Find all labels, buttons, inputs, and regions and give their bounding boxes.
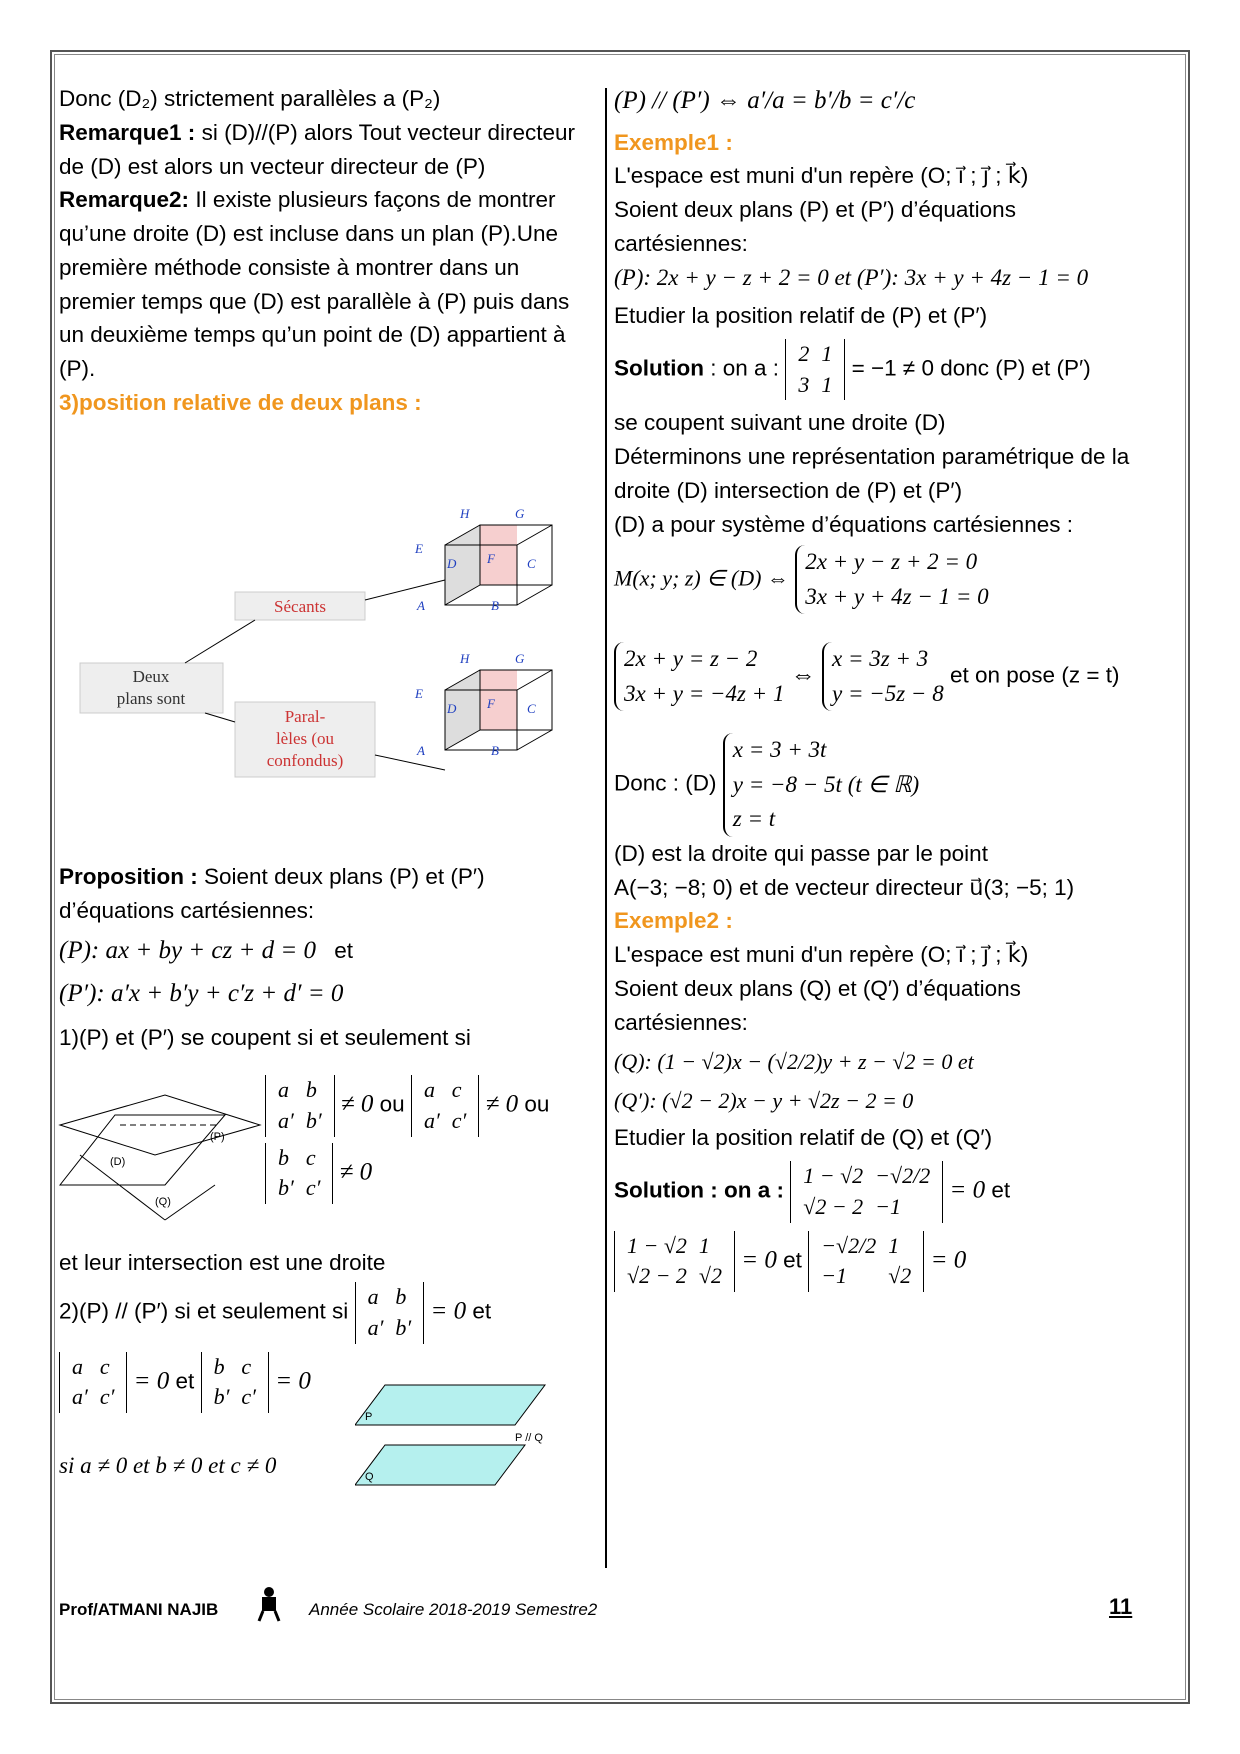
- svg-text:E: E: [415, 541, 423, 556]
- edge-1: [185, 620, 255, 663]
- sol1-b: = −1 ≠ 0 donc (P) et (P′): [851, 355, 1091, 381]
- sol1-det: 2 1 3 1: [785, 339, 845, 401]
- svg-text:H: H: [460, 651, 470, 666]
- case2-et-2: et: [175, 1368, 195, 1394]
- det-eq-3: = 0: [275, 1367, 311, 1395]
- eq-p2: (P′): a′x + b′y + c′z + d′ = 0: [59, 980, 344, 1007]
- ex1-equations: (P): 2x + y − z + 2 = 0 et (P′): 3x + y + 4z − 1 = 0: [614, 264, 1089, 290]
- sol1-c: se coupent suivant une droite (D): [614, 410, 946, 436]
- plane-label-p: (P): [210, 1131, 225, 1143]
- point-line-2: A(−3; −8; 0) et de vecteur directeur u⃗(3; −5; 1): [614, 874, 1075, 900]
- cube-2: [414, 651, 552, 758]
- eq-p-et: et: [334, 937, 354, 963]
- point-line-1: (D) est la droite qui passe par le point: [614, 840, 988, 866]
- svg-text:C: C: [527, 701, 536, 716]
- det-eq-2: = 0: [133, 1367, 170, 1395]
- diagram-branch2-l2: lèles (ou: [275, 729, 335, 748]
- sol2-et-1: et: [991, 1177, 1011, 1203]
- sys1-line: [614, 545, 1154, 614]
- diagram-branch1: Sécants: [274, 597, 326, 616]
- page-number: 11: [1109, 1594, 1133, 1619]
- remark-2: [59, 183, 579, 386]
- sol1-d: Déterminons une représentation paramétrique de la droite (D) intersection de (P) et (P′): [614, 444, 1130, 503]
- sys-iff: ⇔: [790, 661, 816, 689]
- parallel-planes-figure: [355, 1375, 555, 1495]
- sys1-lhs: M(x; y; z) ∈ (D) ⇔: [614, 565, 789, 591]
- sol2-eq0-1: = 0: [949, 1176, 986, 1204]
- section-title: 3)position relative de deux plans :: [59, 389, 422, 415]
- case1-dets: [265, 1075, 549, 1204]
- edge-2: [365, 580, 445, 600]
- ex2-line-1: L'espace est muni d'un repère (O; i⃗ ; j⃗ ; k⃗): [614, 942, 1029, 968]
- remark-1: [59, 116, 579, 184]
- det-ab: a b a′ b′: [265, 1075, 335, 1137]
- case1-end: et leur intersection est une droite: [59, 1250, 386, 1275]
- svg-text:G: G: [515, 506, 525, 521]
- label-p: P: [365, 1411, 373, 1423]
- det-bc-line: [265, 1143, 549, 1205]
- svg-text:A: A: [417, 743, 425, 758]
- det-neq-2: ≠ 0: [485, 1090, 519, 1118]
- sys3: x = 3z + 3 y = −5z − 8: [822, 642, 944, 711]
- example-2-title: Exemple2 :: [614, 908, 733, 934]
- det-neq-3: ≠ 0: [339, 1158, 373, 1186]
- plane-label-d: (D): [110, 1156, 126, 1168]
- sys4-line: [614, 733, 1154, 837]
- footer-author: Prof/ATMANI NAJIB: [59, 1600, 219, 1619]
- svg-text:B: B: [491, 598, 499, 613]
- ou-2: ou: [524, 1091, 550, 1117]
- svg-text:F: F: [487, 551, 495, 566]
- sol2-et-2: et: [783, 1247, 802, 1273]
- ex1-line-1: L'espace est muni d'un repère (O; i⃗ ; j⃗ ; k⃗): [614, 163, 1029, 189]
- intersecting-planes-figure: [55, 1080, 265, 1230]
- case-2: 2)(P) // (P′) si et seulement si: [59, 1298, 349, 1324]
- case2-line: [59, 1282, 589, 1344]
- sol2-det1: 1 − √2 −√2/2 √2 − 2 −1: [790, 1161, 943, 1223]
- ex1-question: Etudier la position relatif de (P) et (P′): [614, 303, 988, 328]
- svg-text:A: A: [417, 598, 425, 613]
- diagram-root-label-2: plans sont: [116, 689, 186, 708]
- diagram-branch2-l3: confondus): [266, 751, 344, 770]
- diagram-root-label-1: Deux: [132, 667, 170, 686]
- diagram-branch2-l1: Paral-: [284, 707, 326, 726]
- sol2-line-2: [614, 1231, 1154, 1293]
- det-ab-2: a b a′ b′: [355, 1282, 425, 1344]
- left-column: [59, 82, 579, 420]
- det-bc: b c b′ c′: [265, 1143, 333, 1205]
- sol1-label: Solution: [614, 355, 704, 381]
- svg-text:C: C: [527, 556, 536, 571]
- para-condition: (P) // (P′) ⇔ a′/a = b′/b = c′/c: [614, 87, 916, 114]
- sol1-line: [614, 339, 1154, 401]
- sys2: 2x + y = z − 2 3x + y = −4z + 1: [614, 642, 784, 711]
- condition: si a ≠ 0 et b ≠ 0 et c ≠ 0: [59, 1453, 277, 1479]
- sys2-line: [614, 642, 1154, 711]
- ex2-eq-2: (Q′): (√2 − 2)x − y + √2z − 2 = 0: [614, 1088, 914, 1114]
- proposition-block: [59, 860, 589, 1054]
- proposition-text: Soient deux plans (P) et (P′) d’équations cartésiennes:: [59, 864, 485, 923]
- remark-2-text: Il existe plusieurs façons de montrer qu’une droite (D) est incluse dans un plan (P).Une première méthode consiste à montrer dans un premier temps que (D) est parallèle à (P) puis dans un deuxième temps qu’un point de (D) appartient à (P).: [59, 187, 570, 381]
- ex2-line-2: Soient deux plans (Q) et (Q′) d’équations cartésiennes:: [614, 975, 1021, 1035]
- remark-2-label: Remarque2:: [59, 187, 190, 213]
- plane-label-q: (Q): [155, 1196, 171, 1208]
- cube-1: [414, 506, 552, 613]
- proposition: [59, 860, 589, 928]
- planes-diagram: [75, 500, 615, 845]
- sol1-a: : on a :: [710, 355, 780, 381]
- svg-text:E: E: [415, 686, 423, 701]
- det-bc-2: b c b′ c′: [201, 1352, 269, 1414]
- svg-text:H: H: [460, 506, 470, 521]
- sys4: x = 3 + 3t y = −8 − 5t (t ∈ ℝ) z = t: [723, 733, 919, 837]
- det-eq-1: = 0: [430, 1297, 467, 1325]
- sol2-eq0-2: = 0: [741, 1246, 777, 1274]
- svg-text:F: F: [487, 696, 495, 711]
- label-q: Q: [365, 1471, 374, 1483]
- eq-p: (P): ax + by + cz + d = 0: [59, 936, 316, 964]
- det-ac-2: a c a′ c′: [59, 1352, 127, 1414]
- eq-p-line: [59, 932, 589, 970]
- label-pq: P // Q: [515, 1432, 543, 1444]
- author-figure-icon: [254, 1586, 284, 1622]
- svg-text:B: B: [491, 743, 499, 758]
- sys1: 2x + y − z + 2 = 0 3x + y + 4z − 1 = 0: [795, 545, 988, 614]
- proposition-label: Proposition :: [59, 864, 198, 889]
- det-ac: a c a′ c′: [411, 1075, 479, 1137]
- pose: et on pose (z = t): [949, 662, 1120, 688]
- sol2-a: Solution : on a :: [614, 1177, 784, 1203]
- edge-4: [375, 755, 445, 770]
- left-line-1: Donc (D₂) strictement parallèles a (P₂): [59, 86, 441, 111]
- footer-year: Année Scolaire 2018-2019 Semestre2: [309, 1600, 598, 1619]
- svg-text:G: G: [515, 651, 525, 666]
- svg-text:D: D: [447, 701, 457, 716]
- ex2-eq-1: (Q): (1 − √2)x − (√2/2)y + z − √2 = 0 et: [614, 1049, 974, 1075]
- case2-et: et: [472, 1298, 492, 1324]
- case-1: 1)(P) et (P′) se coupent si et seulement si: [59, 1024, 471, 1050]
- ex1-line-2: Soient deux plans (P) et (P′) d’équations cartésiennes:: [614, 197, 1016, 256]
- ou-1: ou: [379, 1091, 405, 1117]
- sol1-e: (D) a pour système d’équations cartésiennes :: [614, 511, 1073, 537]
- sol2-eq0-3: = 0: [930, 1246, 967, 1274]
- donc-d: Donc : (D): [614, 771, 717, 797]
- sol2-det3: −√2/2 1 −1 √2: [808, 1231, 924, 1293]
- remark-1-text: si (D)//(P) alors Tout vecteur directeur de (D) est alors un vecteur directeur de (P): [59, 119, 576, 179]
- sol2-line: [614, 1161, 1154, 1223]
- det-neq-1: ≠ 0: [340, 1090, 374, 1118]
- remark-1-label: Remarque1 :: [59, 119, 196, 145]
- example-1-title: Exemple1 :: [614, 129, 733, 155]
- svg-text:D: D: [447, 556, 457, 571]
- ex2-question: Etudier la position relatif de (Q) et (Q′): [614, 1125, 993, 1151]
- sol2-det2: 1 − √2 1 √2 − 2 √2: [614, 1231, 735, 1293]
- edge-3: [205, 713, 235, 722]
- right-column: [614, 82, 1154, 1292]
